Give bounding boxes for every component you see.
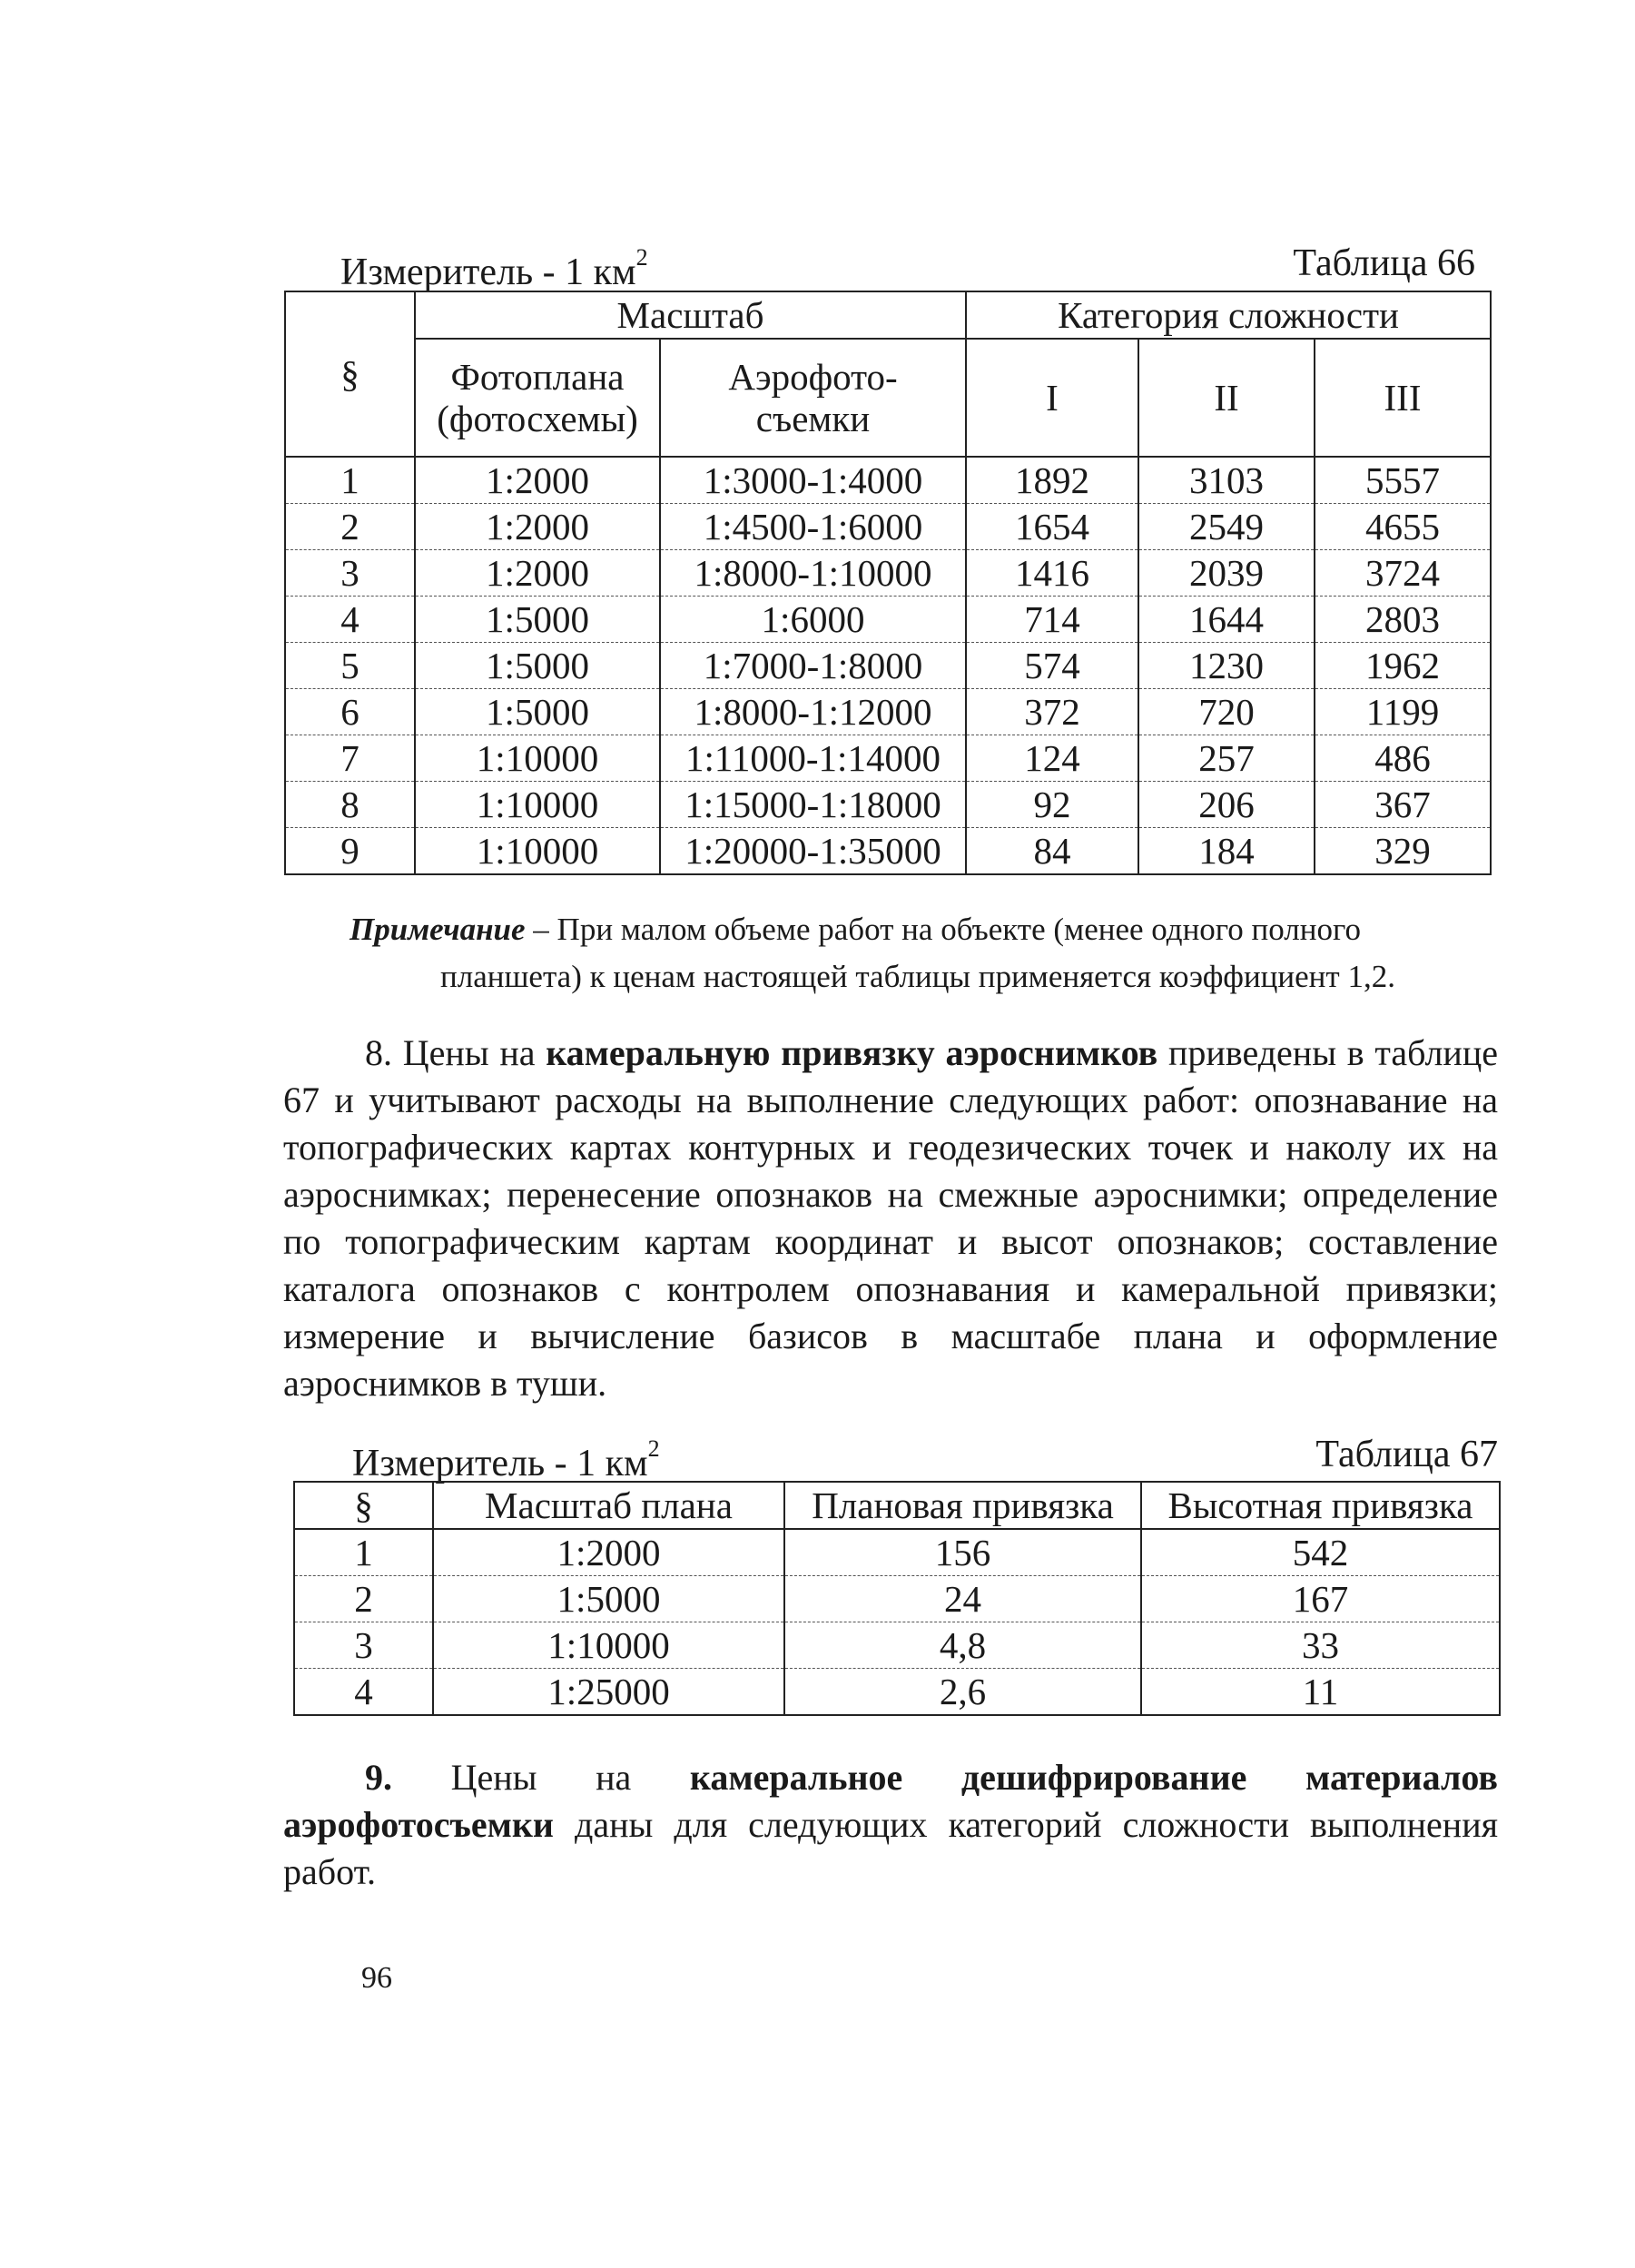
table-row: 6 1:5000 1:8000-1:12000 372 720 1199 <box>285 689 1491 735</box>
table-row: 4 1:5000 1:6000 714 1644 2803 <box>285 597 1491 643</box>
header-aerial-survey: Аэрофото- съемки <box>660 339 966 457</box>
header-height-ref: Высотная привязка <box>1141 1482 1500 1529</box>
note-text-2: планшета) к ценам настоящей таблицы применяется коэффициент 1,2. <box>440 959 1395 994</box>
table-row: 4 1:25000 2,6 11 <box>294 1669 1500 1716</box>
table67-caption-line <box>352 1433 1498 1484</box>
table-row: 9 1:10000 1:20000-1:35000 84 184 329 <box>285 828 1491 875</box>
table66-title: Таблица 66 <box>1293 242 1475 284</box>
header-complexity-group: Категория сложности <box>966 291 1491 339</box>
table66-note <box>350 906 1489 1001</box>
table-row: 5 1:5000 1:7000-1:8000 574 1230 1962 <box>285 643 1491 689</box>
header-cat-2: II <box>1138 339 1315 457</box>
table-row: 7 1:10000 1:11000-1:14000 124 257 486 <box>285 735 1491 782</box>
table-row: 3 1:10000 4,8 33 <box>294 1622 1500 1669</box>
header-scale-group: Масштаб <box>415 291 966 339</box>
paragraph-8: 8. Цены на камеральную привязку аэроснимков приведены в таблице 67 и учитывают расходы на выполнение следующих работ: опознавание на топографических картах контурных и геодезических точек и наколу их на аэроснимках; перенесение опознаков на смежные аэроснимки; определение по топографическим картам координат и высот опознаков; составление каталога опознаков с контролем опознавания и камеральной привязки; измерение и вычисление базисов в масштабе плана и оформление аэроснимков в туши. <box>283 1032 1498 1404</box>
paragraph-9: 9. Цены на камеральное дешифрирование материалов аэрофотосъемки даны для следующих категорий сложности выполнения работ. <box>283 1757 1498 1892</box>
table-row: 2 1:5000 24 167 <box>294 1576 1500 1622</box>
table67-title: Таблица 67 <box>1315 1434 1498 1475</box>
header-section: § <box>294 1482 433 1529</box>
para8-bold-term: камеральную привязку аэроснимков <box>546 1032 1158 1073</box>
header-plan-scale: Масштаб плана <box>433 1482 784 1529</box>
table-row: 2 1:2000 1:4500-1:6000 1654 2549 4655 <box>285 504 1491 550</box>
table67-unit: Измеритель - 1 $км^2$ <box>352 1435 660 1484</box>
table-66 <box>284 291 1492 875</box>
table-row: 8 1:10000 1:15000-1:18000 92 206 367 <box>285 782 1491 828</box>
table-row: 1 1:2000 1:3000-1:4000 1892 3103 5557 <box>285 457 1491 504</box>
para8-number: 8. <box>365 1032 392 1073</box>
para9-number: 9. <box>365 1757 392 1798</box>
header-planned-ref: Плановая привязка <box>784 1482 1141 1529</box>
note-text-1: – При малом объеме работ на объекте (менее одного полного <box>525 912 1361 947</box>
header-cat-1: I <box>966 339 1138 457</box>
page-number: 96 <box>361 1961 392 1995</box>
para9-bold-term: камеральное дешифрирование материалов аэрофотосъемки <box>283 1757 1498 1845</box>
table66-caption-line <box>340 242 1475 293</box>
table-row: 3 1:2000 1:8000-1:10000 1416 2039 3724 <box>285 550 1491 597</box>
table-67 <box>293 1481 1501 1716</box>
header-photoplan: Фотоплана (фотосхемы) <box>415 339 660 457</box>
header-cat-3: III <box>1315 339 1491 457</box>
note-label: Примечание <box>350 912 526 947</box>
table-row: 1 1:2000 156 542 <box>294 1529 1500 1576</box>
table66-unit: Измеритель - 1 $км^2$ <box>340 244 648 293</box>
header-section: § <box>285 291 415 457</box>
